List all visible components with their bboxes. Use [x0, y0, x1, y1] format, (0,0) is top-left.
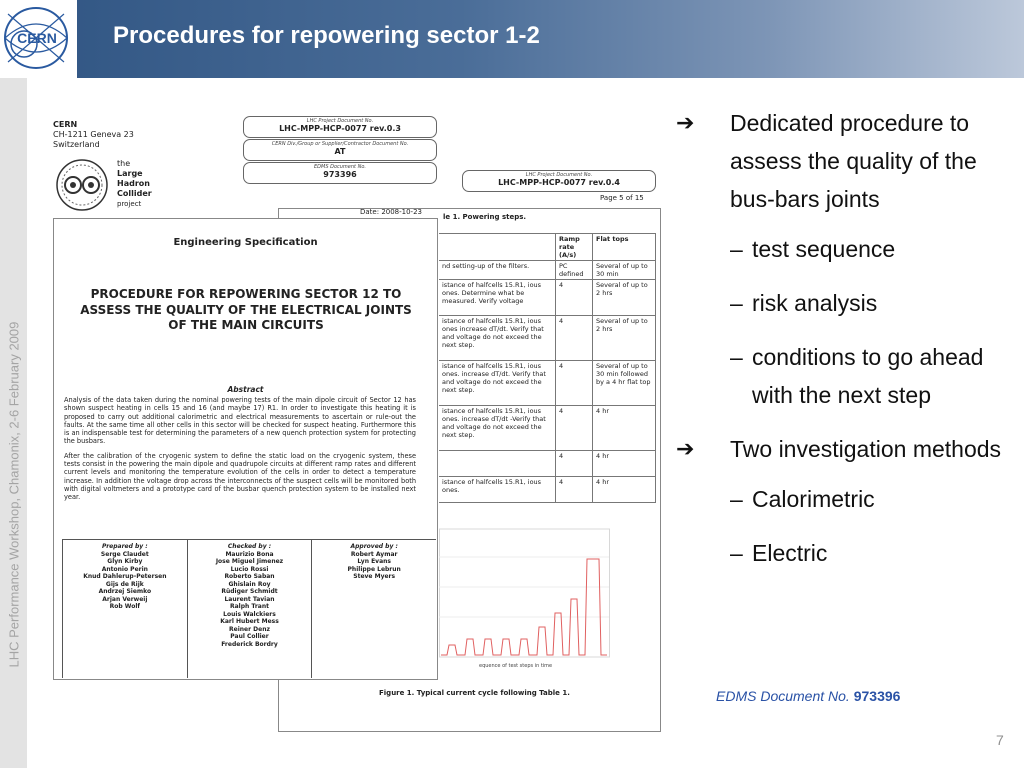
arrow-bullet-icon: ➔	[676, 436, 695, 461]
edms-doc-number-box: EDMS Document No. 973396	[243, 162, 437, 184]
edms-reference: EDMS Document No. 973396	[716, 688, 901, 704]
dash-bullet-icon: –	[730, 236, 743, 262]
table-row: istance of halfcells 15.R1, ious ones. Determine what be measured. Verify voltage 4 Several of up to 2 hrs	[439, 280, 656, 316]
workshop-vertical-text: LHC Performance Workshop, Chamonix, 2-6 February 2009	[6, 321, 22, 668]
back-doc-page-number: Page 5 of 15	[600, 194, 644, 202]
lhc-logo	[53, 158, 115, 214]
powering-steps-table: Ramp rate (A/s) Flat tops nd setting-up of the filters. PC defined Several of up to 30 min istance of halfcells 15.R1, ious ones. Determine what be measured. Verify voltage 4 Several of up to 2 hrs istance of halfcells 15.R1, ious ones increase dT/dt. Verify that and voltage do not exceed the next step. 4 Several of up to 2 hrs istance of halfcells 15.R1, ious ones. increase dT/dt. Verify that and voltage do not exceed the next step. 4 Several of up to 30 min followed by a 4 hr flat top istance of halfcells 15.R1, ious ones. increase dT/dt -Verify that and voltage do not exceed the next step. 4 4 hr 4 4 hr istance of halfcells 15.R1, ious ones. 4 4 hr	[439, 233, 656, 503]
table-row: istance of halfcells 15.R1, ious ones increase dT/dt. Verify that and voltage do not exceed the next step. 4 Several of up to 2 hrs	[439, 316, 656, 361]
slide-title: Procedures for repowering sector 1-2	[113, 22, 540, 49]
table-row: istance of halfcells 15.R1, ious ones. increase dT/dt -Verify that and voltage do not exceed the next step. 4 4 hr	[439, 406, 656, 451]
bullet-item: ➔ Two investigation methods	[676, 430, 1006, 468]
engineering-specification-page	[53, 218, 438, 680]
spec-heading: Engineering Specification	[173, 237, 318, 248]
table-caption: le 1. Powering steps.	[443, 213, 527, 221]
bullet-list	[676, 104, 1006, 588]
sub-bullet-item: – Electric	[676, 534, 1006, 572]
sub-bullet-item: – Calorimetric	[676, 480, 1006, 518]
table-row: istance of halfcells 15.R1, ious ones. increase dT/dt. Verify that and voltage do not exceed the next step. 4 Several of up to 30 min followed by a 4 hr flat top	[439, 361, 656, 406]
signatures-table	[62, 539, 436, 678]
figure-caption: Figure 1. Typical current cycle following Table 1.	[379, 689, 570, 697]
dash-bullet-icon: –	[730, 540, 743, 566]
lhc-logo-text: the Large Hadron Collider project	[117, 159, 152, 208]
table-row: 4 4 hr	[439, 451, 656, 477]
doc-title: PROCEDURE FOR REPOWERING SECTOR 12 TO ASSESS THE QUALITY OF THE ELECTRICAL JOINTS OF THE MAIN CIRCUITS	[80, 287, 412, 332]
table-row: istance of halfcells 15.R1, ious ones. 4 4 hr	[439, 477, 656, 503]
abstract-heading: Abstract	[227, 385, 264, 394]
group-doc-number-box: CERN Div./Group or Supplier/Contractor Document No. AT	[243, 139, 437, 161]
abstract-text: Analysis of the data taken during the nominal powering tests of the main dipole circuit of Sector 12 has shown suspect heating in cells 15 and 16 (and maybe 17) R1. In order to investigate this heating it is proposed to carry out additional calorimetric and electrical measurements to ascertain or rule-out the faults. At the same time all other cells in this sector will be checked for suspect heating. Furthermore this is an indispensable test for determining the parameters of a new quench protection system for protecting the busbars. After the calibration of the cryogenic system to define the static load on the cryogenic system, these tests consist in the powering the main dipole and quadrupole circuits at different ramp rates and different current levels and monitoring the temperature evolution of the cells in order to detect a temperature increase. In addition the voltage drop across the interconnects of the suspect cells will be monitored both with digital voltmeters and a prototype card of the busbar quench protection system to be installed next year.	[64, 396, 416, 502]
approved-by-column: Approved by : Robert Aymar Lyn Evans Philippe Lebrun Steve Myers	[347, 543, 401, 580]
current-cycle-figure	[439, 527, 619, 677]
doc-date: Date: 2008-10-23	[360, 208, 422, 216]
project-doc-number-box: LHC Project Document No. LHC-MPP-HCP-0077 rev.0.3	[243, 116, 437, 138]
front-doc-org: CERN CH-1211 Geneva 23 Switzerland	[53, 120, 134, 149]
sub-bullet-item: – conditions to go ahead with the next step	[676, 338, 1006, 414]
sub-bullet-item: – test sequence	[676, 230, 1006, 268]
svg-text:CERN: CERN	[17, 30, 57, 46]
arrow-bullet-icon: ➔	[676, 110, 695, 135]
back-doc-number-box: LHC Project Document No. LHC-MPP-HCP-0077 rev.0.4	[462, 170, 656, 192]
sub-bullet-item: – risk analysis	[676, 284, 1006, 322]
dash-bullet-icon: –	[730, 486, 743, 512]
page-number: 7	[996, 732, 1004, 748]
checked-by-column: Checked by : Maurizio Bona Jose Miguel Jimenez Lucio Rossi Roberto Saban Ghislain Roy Rüdiger Schmidt Laurent Tavian Ralph Trant Louis Walckiers Karl Hubert Mess Reiner Denz Paul Collier Frederick Bordry	[188, 540, 313, 678]
cern-logo	[0, 0, 77, 78]
table-row: nd setting-up of the filters. PC defined Several of up to 30 min	[439, 261, 656, 280]
svg-text:equence of test steps in time: equence of test steps in time	[479, 663, 553, 669]
bullet-item: ➔ Dedicated procedure to assess the quality of the bus-bars joints	[676, 104, 1006, 218]
dash-bullet-icon: –	[730, 344, 743, 370]
dash-bullet-icon: –	[730, 290, 743, 316]
prepared-by-column: Prepared by : Serge Claudet Glyn Kirby Antonio Perin Knud Dahlerup-Petersen Gijs de Rijk Andrzej Siemko Arjan Verweij Rob Wolf	[63, 540, 188, 678]
